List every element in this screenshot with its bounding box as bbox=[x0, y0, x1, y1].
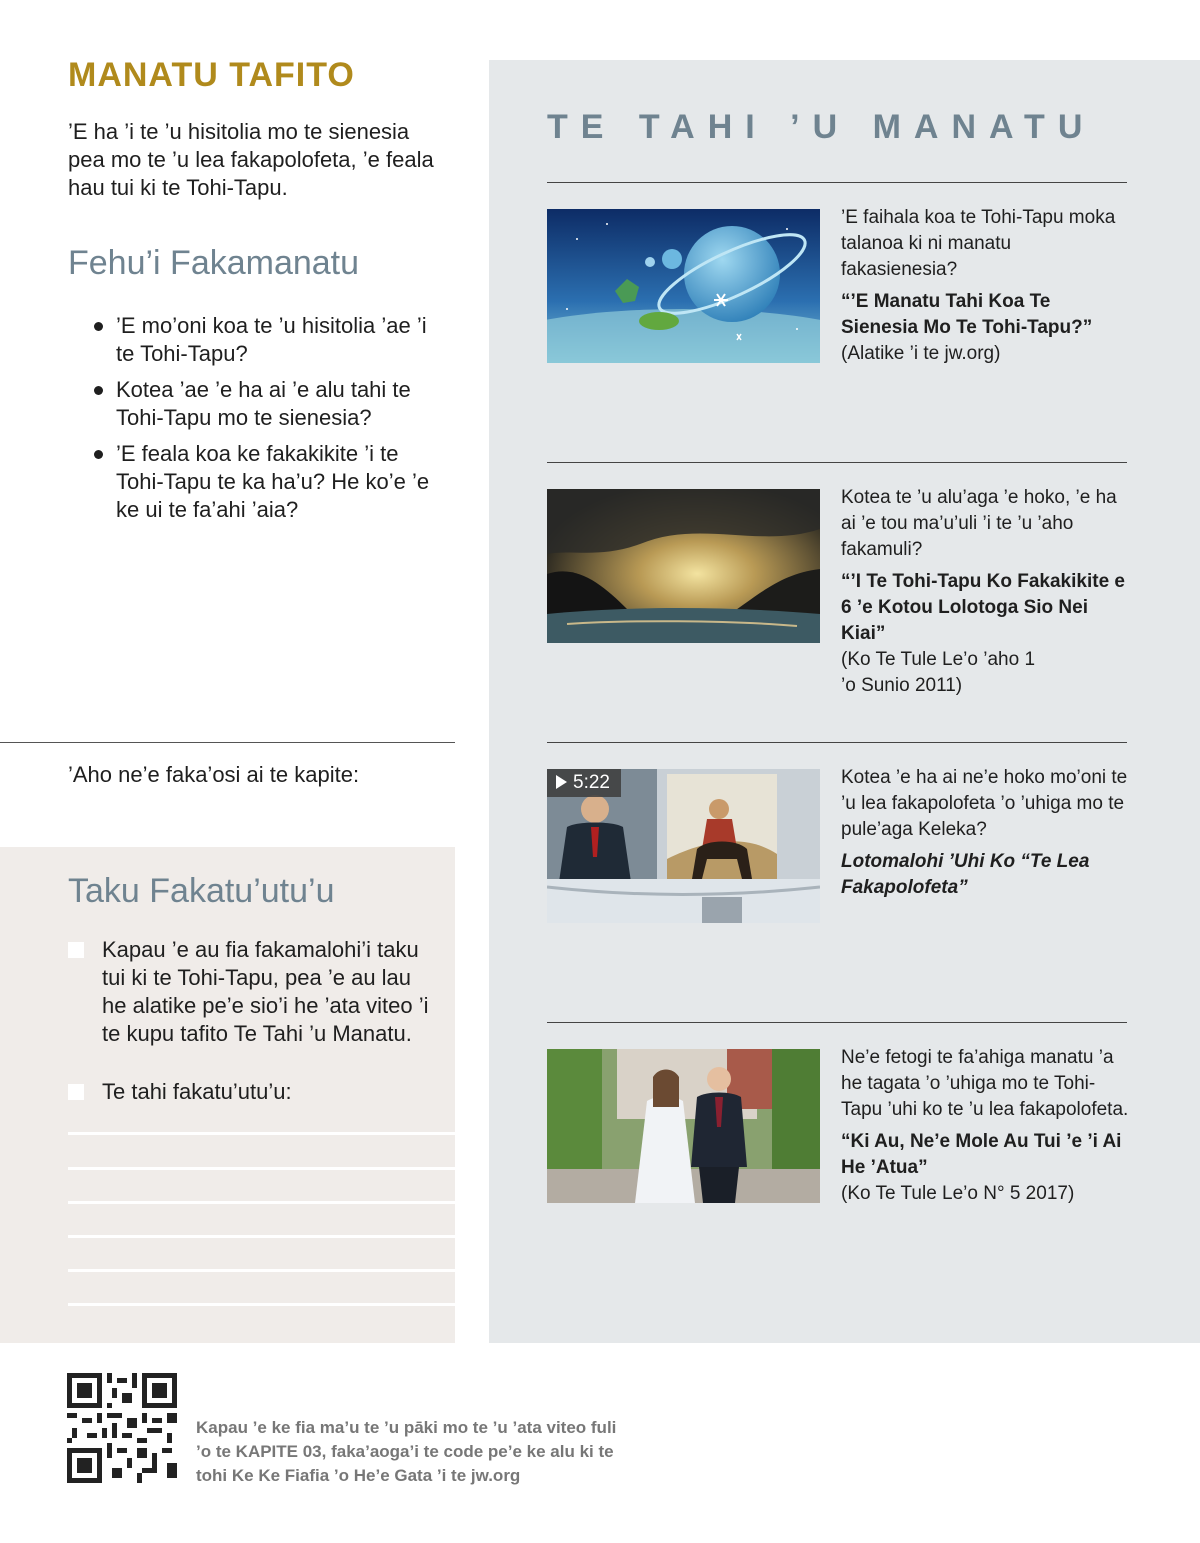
video-length-badge bbox=[547, 769, 621, 797]
article-link[interactable]: “’I Te Tohi-Tapu Ko Fakakikite e 6 ’e Kotou Lolotoga Sio Nei Kiai” bbox=[841, 571, 1125, 644]
more-item bbox=[841, 205, 1131, 367]
source-label: (Alatike ’i te jw.org) bbox=[841, 343, 1001, 364]
review-title: Fehu’i Fakamanatu bbox=[68, 244, 360, 282]
video-link[interactable]: Lotomalohi ’Uhi Ko “Te Lea Fakapolofeta” bbox=[841, 851, 1090, 898]
write-line[interactable] bbox=[68, 1167, 455, 1170]
review-question-text: Kotea ’ae ’e ha ai ’e alu tahi te Tohi-Tapu mo te sienesia? bbox=[116, 377, 411, 430]
review-question bbox=[92, 312, 432, 368]
science-planet-image[interactable] bbox=[547, 209, 820, 363]
review-question-text: ’E mo’oni koa te ’u hisitolia ’ae ’i te Tohi-Tapu? bbox=[116, 313, 427, 366]
write-line[interactable] bbox=[68, 1303, 455, 1306]
more-item bbox=[841, 485, 1131, 699]
prophecy-sky-image[interactable] bbox=[547, 489, 820, 643]
goal-item bbox=[68, 936, 438, 1048]
goal-checkbox[interactable] bbox=[68, 942, 84, 958]
more-question: ’E faihala koa te Tohi-Tapu moka talanoa ki ni manatu fakasienesia? bbox=[841, 207, 1116, 280]
qr-code-icon[interactable] bbox=[67, 1373, 177, 1483]
divider bbox=[547, 462, 1127, 463]
write-line[interactable] bbox=[68, 1235, 455, 1238]
write-line[interactable] bbox=[68, 1132, 455, 1135]
review-question-text: ’E feala koa ke fakakikite ’i te Tohi-Tapu te ka ha’u? He ko’e ’e ke ui te fa’ahi ’aia? bbox=[116, 441, 430, 522]
write-line[interactable] bbox=[68, 1269, 455, 1272]
divider bbox=[547, 1022, 1127, 1023]
article-link[interactable]: “Ki Au, Ne’e Mole Au Tui ’e ’i Ai He ’Atua” bbox=[841, 1131, 1122, 1178]
goal-checkbox[interactable] bbox=[68, 1084, 84, 1100]
goal-item bbox=[68, 1078, 438, 1106]
summary-title: MANATU TAFITO bbox=[68, 56, 355, 94]
bullet-icon bbox=[94, 322, 103, 331]
divider bbox=[0, 742, 455, 743]
more-question: Kotea ’e ha ai ne’e hoko mo’oni te ’u lea fakapolofeta ’o ’uhiga mo te pule’aga Keleka? bbox=[841, 767, 1128, 840]
divider bbox=[547, 182, 1127, 183]
more-item bbox=[841, 1045, 1131, 1207]
summary-text: ’E ha ’i te ’u hisitolia mo te sienesia pea mo te ’u lea fakapolofeta, ’e feala hau tui ki te Tohi-Tapu. bbox=[68, 119, 434, 200]
video-thumbnail[interactable] bbox=[547, 769, 820, 923]
play-icon bbox=[556, 775, 567, 789]
article-link[interactable]: “’E Manatu Tahi Koa Te Sienesia Mo Te Tohi-Tapu?” bbox=[841, 291, 1093, 338]
source-label: ’o Sunio 2011) bbox=[841, 675, 963, 696]
footer-line: Kapau ’e ke fia ma’u te ’u pāki mo te ’u ’ata viteo fuli bbox=[196, 1418, 617, 1437]
goal-text: Kapau ’e au fia fakamalohi’i taku tui ki te Tohi-Tapu, pea ’e au lau he alatike pe’e sio’i he ’ata viteo ’i te kupu tafito Te Tahi ’u Manatu. bbox=[102, 937, 429, 1046]
footer-note bbox=[196, 1416, 676, 1488]
last-date-label: ’Aho ne’e faka’osi ai te kapite: bbox=[68, 762, 360, 787]
bullet-icon bbox=[94, 450, 103, 459]
write-line[interactable] bbox=[68, 1201, 455, 1204]
review-questions bbox=[92, 312, 432, 532]
goal-text: Te tahi fakatu’utu’u: bbox=[102, 1079, 292, 1104]
review-question bbox=[92, 376, 432, 432]
couple-street-image[interactable] bbox=[547, 1049, 820, 1203]
review-question bbox=[92, 440, 432, 524]
divider bbox=[547, 742, 1127, 743]
more-question: Ne’e fetogi te fa’ahiga manatu ’a he tagata ’o ’uhiga mo te Tohi-Tapu ’uhi ko te ’u lea fakapolofeta. bbox=[841, 1047, 1129, 1120]
source-label: (Ko Te Tule Le’o ’aho 1 bbox=[841, 649, 1036, 670]
bullet-icon bbox=[94, 386, 103, 395]
more-question: Kotea te ’u alu’aga ’e hoko, ’e ha ai ’e tou ma’u’uli ’i te ’u ’aho fakamuli? bbox=[841, 487, 1117, 560]
goals-title: Taku Fakatu’utu’u bbox=[68, 872, 335, 910]
footer-line: tohi Ke Ke Fiafia ’o He’e Gata ’i te jw.org bbox=[196, 1466, 521, 1485]
footer-line: ’o te KAPITE 03, faka’aoga’i te code pe’e ke alu ki te bbox=[196, 1442, 614, 1461]
more-item bbox=[841, 765, 1131, 901]
video-length: 5:22 bbox=[573, 772, 610, 793]
more-title: TE TAHI ’U MANATU bbox=[547, 108, 1096, 146]
source-label: (Ko Te Tule Le’o N° 5 2017) bbox=[841, 1183, 1075, 1204]
